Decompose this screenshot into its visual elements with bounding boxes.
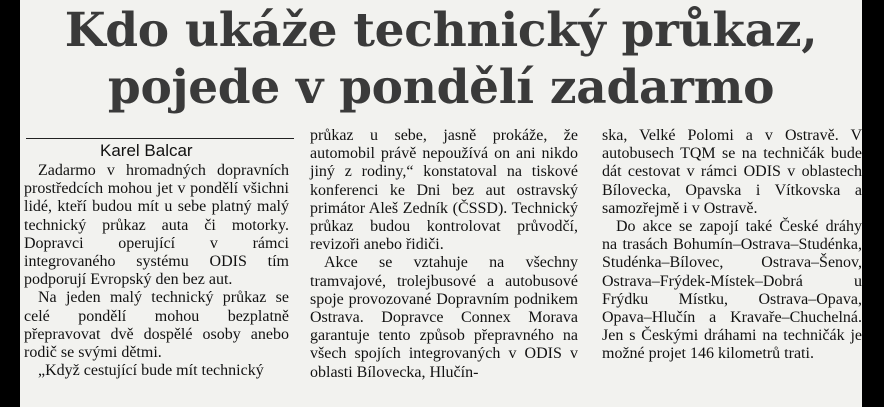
paragraph: „Když cestující bude mít technický xyxy=(38,362,264,380)
article-column-3 xyxy=(602,127,862,364)
headline-line-2: pojede v pondělí zadarmo xyxy=(107,60,775,115)
paragraph: průkaz u sebe, jasně prokáže, že automobil právě nepoužívá on ani nikdo jiný z rodiny,“ konstatoval na tiskové konferenci ke Dni bez aut ostravský primátor Aleš Zedník (ČSSD). Technický průkaz budou kontrolovat průvodčí, revizoři anebo řidiči. xyxy=(310,127,578,254)
byline-rule xyxy=(26,138,294,139)
paragraph: Zadarmo v hromadných dopravních prostředcích mohou jet v pondělí všichni lidé, kteří budou mít u sebe platný malý technický průkaz auta či motorky. Dopravci operující v rámci integrovaného systému ODIS tím podporují Evropský den bez aut. xyxy=(24,162,289,289)
paragraph: Akce se vztahuje na všechny tramvajové, trolejbusové a autobusové spoje provozované Dopravním podnikem Ostrava. Dopravce Connex Morava garantuje tento způsob přepravného na všech spojích integrovaných v ODIS v oblasti Bílovecka, Hlučín- xyxy=(310,254,578,381)
newspaper-clipping xyxy=(20,0,862,407)
article-column-1 xyxy=(24,162,289,380)
headline-line-1: Kdo ukáže technický průkaz, xyxy=(64,3,818,58)
paragraph: ska, Velké Polomi a v Ostravě. V autobusech TQM se na techničák bude dát cestovat v rámci ODIS v oblastech Bílovecka, Opavska i Vítkovska a samozřejmě i v Ostravě. xyxy=(602,127,862,217)
byline-author: Karel Balcar xyxy=(100,141,193,160)
headline xyxy=(20,2,862,116)
article-column-2 xyxy=(310,127,578,382)
paragraph: Na jeden malý technický průkaz se celé pondělí mohou bezplatně přepravovat dvě dospělé osoby anebo rodič se svými dětmi. xyxy=(24,289,289,362)
paragraph: Do akce se zapojí také České dráhy na trasách Bohumín–Ostrava–Studénka, Studénka–Bílovec, Ostrava–Šenov, Ostrava–Frýdek-Místek–Dobrá u Frýdku Místku, Ostrava–Opava, Opava–Hlučín a Kravaře–Chuchelná. Jen s Českými dráhami na techničák je možné projet 146 kilometrů trati. xyxy=(602,218,862,363)
